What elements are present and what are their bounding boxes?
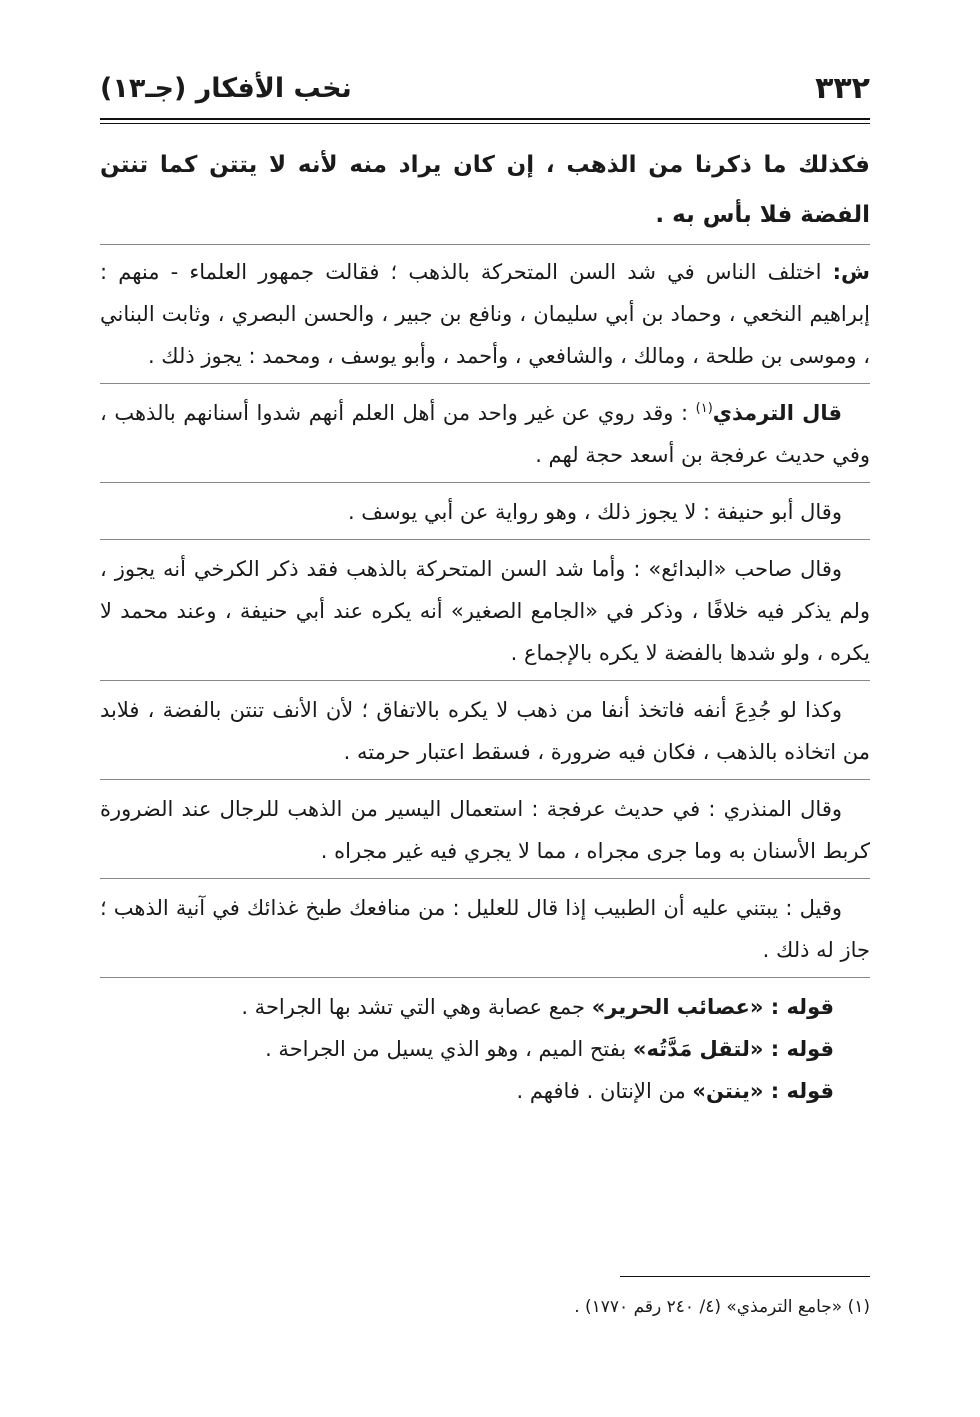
tirmidhi-text: : وقد روي عن غير واحد من أهل العلم أنهم شدوا أسنانهم بالذهب ، وفي حديث عرفجة بن أسعد حجة لهم . — [100, 401, 870, 467]
qawl-line — [100, 986, 870, 1028]
qawl-line — [100, 1028, 870, 1070]
tirmidhi-label: قال الترمذي — [712, 401, 842, 425]
page-body — [100, 140, 870, 1112]
nose-paragraph: وكذا لو جُدِعَ أنفه فاتخذ أنفا من ذهب لا يكره بالاتفاق ؛ لأن الأنف تنتن بالفضة ، فلابد من اتخاذه بالذهب ، فكان فيه ضرورة ، فسقط اعتبار حرمته . — [100, 689, 870, 780]
qawl-label: قوله : «لتقل مَدَّتُه» — [632, 1037, 834, 1061]
footnote: (١) «جامع الترمذي» (٤/ ٢٤٠ رقم ١٧٧٠) . — [574, 1297, 870, 1317]
page-header — [100, 60, 870, 116]
footnote-rule — [620, 1276, 870, 1277]
qawl-text: بفتح الميم ، وهو الذي يسيل من الجراحة . — [265, 1037, 633, 1061]
mundhiri-paragraph: وقال المنذري : في حديث عرفجة : استعمال اليسير من الذهب للرجال عند الضرورة كربط الأسنان به وما جرى مجراه ، مما لا يجري فيه غير مجراه . — [100, 788, 870, 879]
header-rule — [100, 118, 870, 124]
tirmidhi-paragraph — [100, 392, 870, 483]
commentary-marker: ش: — [832, 260, 870, 284]
page-number: ٣٣٢ — [815, 70, 870, 106]
qawl-line — [100, 1070, 870, 1112]
commentary-text: اختلف الناس في شد السن المتحركة بالذهب ؛ فقالت جمهور العلماء - منهم : إبراهيم النخعي ، وحماد بن أبي سليمان ، ونافع بن جبير ، والحسن البصري ، وثابت البناني ، وموسى بن طلحة ، ومالك ، والشافعي ، وأحمد ، وأبو يوسف ، ومحمد : يجوز ذلك . — [100, 260, 870, 368]
qawl-text: جمع عصابة وهي التي تشد بها الجراحة . — [241, 995, 592, 1019]
commentary-paragraph — [100, 251, 870, 384]
lead-paragraph: فكذلك ما ذكرنا من الذهب ، إن كان يراد منه لأنه لا يتتن كما تنتن الفضة فلا بأس به . — [100, 140, 870, 245]
abu-hanifa-paragraph: وقال أبو حنيفة : لا يجوز ذلك ، وهو رواية عن أبي يوسف . — [100, 491, 870, 540]
qawl-label: قوله : «عصائب الحرير» — [591, 995, 834, 1019]
qawl-label: قوله : «ينتن» — [692, 1079, 834, 1103]
badai-paragraph: وقال صاحب «البدائع» : وأما شد السن المتحركة بالذهب فقد ذكر الكرخي أنه يجوز ، ولم يذكر فيه خلافًا ، وذكر في «الجامع الصغير» أنه يكره عند أبي حنيفة ، وعند محمد لا يكره ، ولو شدها بالفضة لا يكره بالإجماع . — [100, 548, 870, 681]
physician-paragraph: وقيل : يبتني عليه أن الطبيب إذا قال للعليل : من منافعك طبخ غذائك في آنية الذهب ؛ جاز له ذلك . — [100, 887, 870, 978]
running-title: نخب الأفكار (جـ١٣) — [100, 72, 352, 104]
qawl-text: من الإنتان . فافهم . — [516, 1079, 693, 1103]
footnote-reference: (١) — [695, 401, 713, 416]
